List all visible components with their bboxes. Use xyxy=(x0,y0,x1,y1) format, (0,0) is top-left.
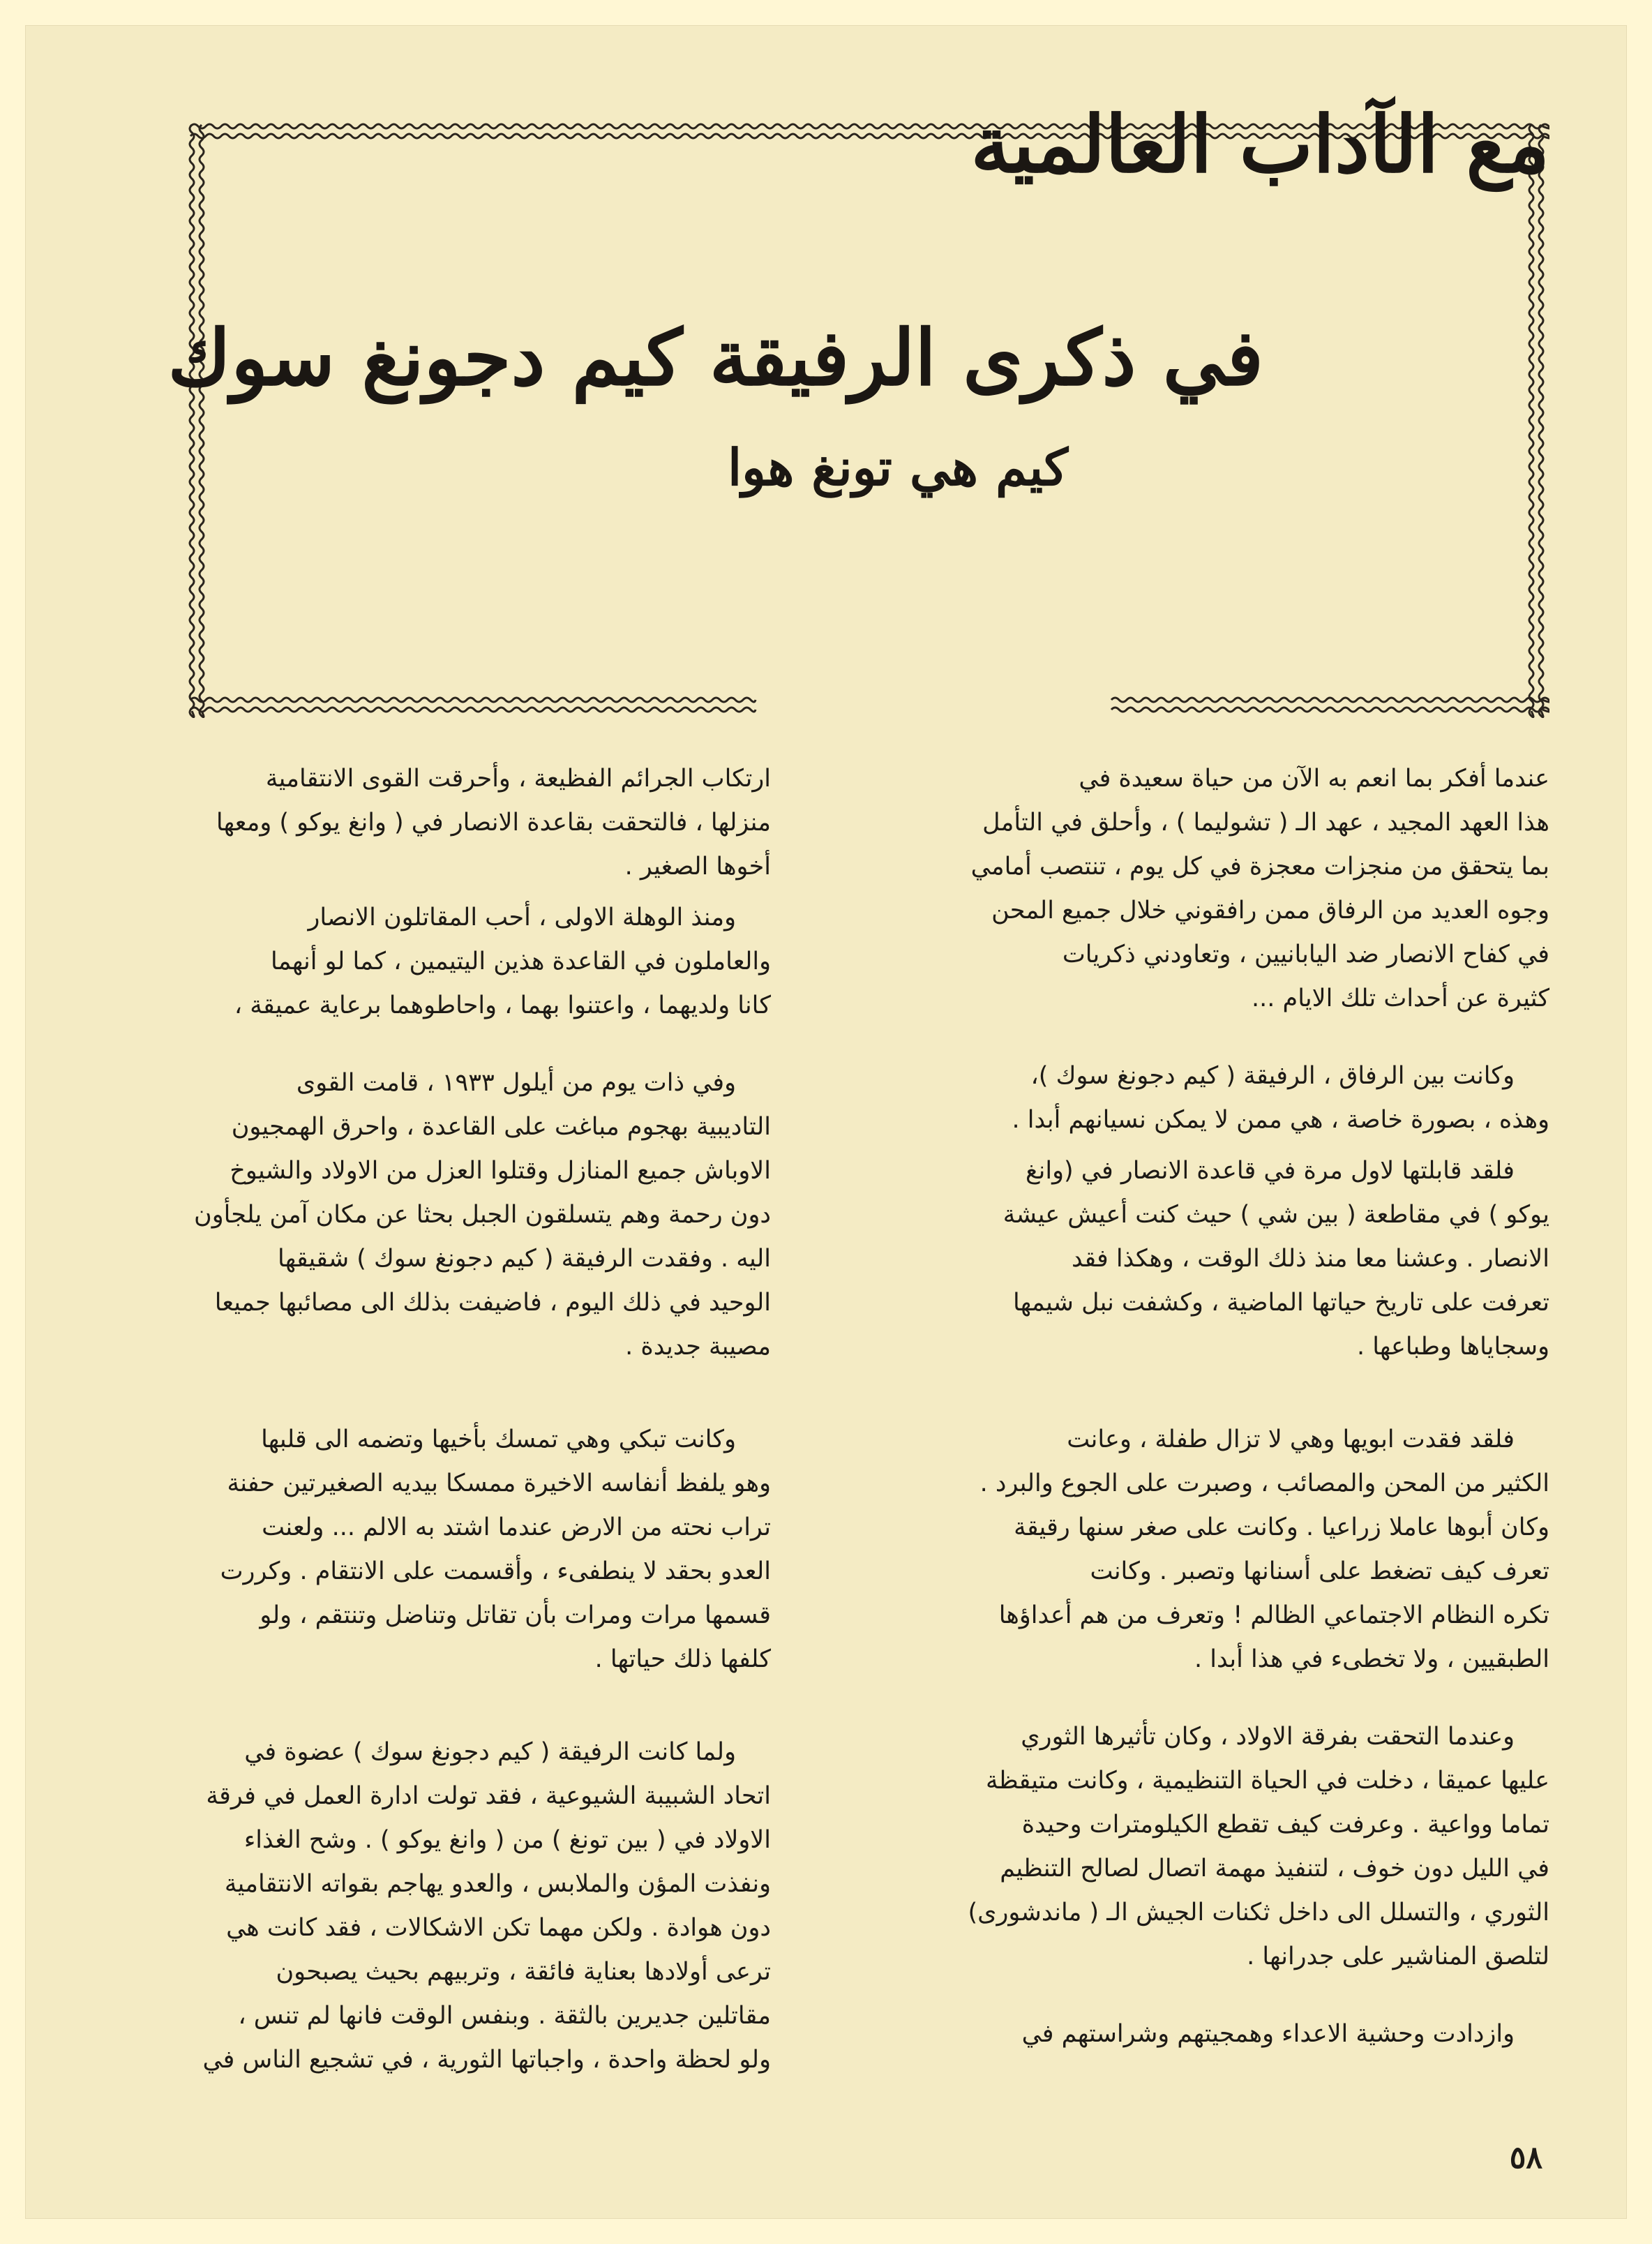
page-number: ٥٨ xyxy=(1509,2140,1542,2176)
wavy-border xyxy=(183,118,1549,718)
article-title: في ذكرى الرفيقة كيم دجونغ سوك xyxy=(167,313,1263,403)
article-column-left xyxy=(59,757,771,2082)
paragraph: ومنذ الوهلة الاولى ، أحب المقاتلون الانصار والعاملون في القاعدة هذين اليتيمين ، كما لو أنهما كانا ولديهما ، واعتنوا بهما ، واحاطوهما برعاية عميقة ، xyxy=(234,904,771,1019)
paragraph: وفي ذات يوم من أيلول ١٩٣٣ ، قامت القوى التاديبية بهجوم مباغت على القاعدة ، واحرق الهمجيون الاوباش جميع المنازل وقتلوا العزل من الاولاد والشيوخ دون رحمة وهم يتسلقون الجبل بحثا عن مكان آمن يلجأون اليه . وفقدت الرفيقة ( كيم دجونغ سوك ) شقيقها الوحيد في ذلك اليوم ، فاضيفت بذلك الى مصائبها جميعا مصيبة جديدة . xyxy=(194,1069,771,1361)
article-author: كيم هي تونغ هوا xyxy=(728,437,1068,497)
paragraph: عندما أفكر بما انعم به الآن من حياة سعيدة في هذا العهد المجيد ، عهد الـ ( تشوليما ) ، وأحلق في التأمل بما يتحقق من منجزات معجزة في كل يوم ، تنتصب أمامي وجوه العديد من الرفاق ممن رافقوني خلال جميع المحن في كفاح الانصار ضد اليابانيين ، وتعاودني ذكريات كثيرة عن أحداث تلك الايام ... xyxy=(970,765,1549,1012)
decorative-title-frame xyxy=(183,118,1549,718)
paragraph: وعندما التحقت بفرقة الاولاد ، وكان تأثيرها الثوري عليها عميقا ، دخلت في الحياة التنظيمية ، وكانت متيقظة تماما وواعية . وعرفت كيف تقطع الكيلومترات وحيدة في الليل دون خوف ، لتنفيذ مهمة اتصال لصالح التنظيم الثوري ، والتسلل الى داخل ثكنات الجيش الـ ( ماندشورى) لتلصق المناشير على جدرانها . xyxy=(968,1723,1549,1970)
paragraph: فلقد فقدت ابويها وهي لا تزال طفلة ، وعانت الكثير من المحن والمصائب ، وصبرت على الجوع والبرد . وكان أبوها عاملا زراعيا . وكانت على صغر سنها رقيقة تعرف كيف تضغط على أسنانها وتصبر . وكانت تكره النظام الاجتماعي الظالم ! وتعرف من هم أعداؤها الطبقيين ، ولا تخطىء في هذا أبدا . xyxy=(979,1426,1549,1673)
magazine-page xyxy=(25,25,1627,2219)
paragraph: وكانت بين الرفاق ، الرفيقة ( كيم دجونغ سوك )، وهذه ، بصورة خاصة ، هي ممن لا يمكن نسيانهم أبدا . xyxy=(1012,1062,1549,1134)
article-column-right xyxy=(838,757,1549,2056)
paragraph: فلقد قابلتها لاول مرة في قاعدة الانصار في (وانغ يوكو ) في مقاطعة ( بين شي ) حيث كنت أعيش عيشة الانصار . وعشنا معا منذ ذلك الوقت ، وهكذا فقد تعرفت على تاريخ حياتها الماضية ، وكشفت نبل شيمها وسجاياها وطباعها . xyxy=(1003,1157,1549,1361)
paragraph: ارتكاب الجرائم الفظيعة ، وأحرقت القوى الانتقامية منزلها ، فالتحقت بقاعدة الانصار في ( وانغ يوكو ) ومعها أخوها الصغير . xyxy=(216,765,771,881)
paragraph: وازدادت وحشية الاعداء وهمجيتهم وشراستهم في xyxy=(1021,2020,1515,2048)
paragraph: ولما كانت الرفيقة ( كيم دجونغ سوك ) عضوة في اتحاد الشبيبة الشيوعية ، فقد تولت ادارة العمل في فرقة الاولاد في ( بين تونغ ) من ( وانغ يوكو ) . وشح الغذاء ونفذت المؤن والملابس ، والعدو يهاجم بقواته الانتقامية دون هوادة . ولكن مهما تكن الاشكالات ، فقد كانت هي ترعى أولادها بعناية فائقة ، وتربيهم بحيث يصبحون مقاتلين جديرين بالثقة . وبنفس الوقت فانها لم تنس ، ولو لحظة واحدة ، واجباتها الثورية ، في تشجيع الناس في xyxy=(202,1738,771,2074)
section-title: مع الآداب العالمية xyxy=(970,99,1549,190)
paragraph: وكانت تبكي وهي تمسك بأخيها وتضمه الى قلبها وهو يلفظ أنفاسه الاخيرة ممسكا بيديه الصغيرتين حفنة تراب نحته من الارض عندما اشتد به الالم ... ولعنت العدو بحقد لا ينطفىء ، وأقسمت على الانتقام . وكررت قسمها مرات ومرات بأن تقاتل وتناضل وتنتقم ، ولو كلفها ذلك حياتها . xyxy=(220,1426,771,1673)
